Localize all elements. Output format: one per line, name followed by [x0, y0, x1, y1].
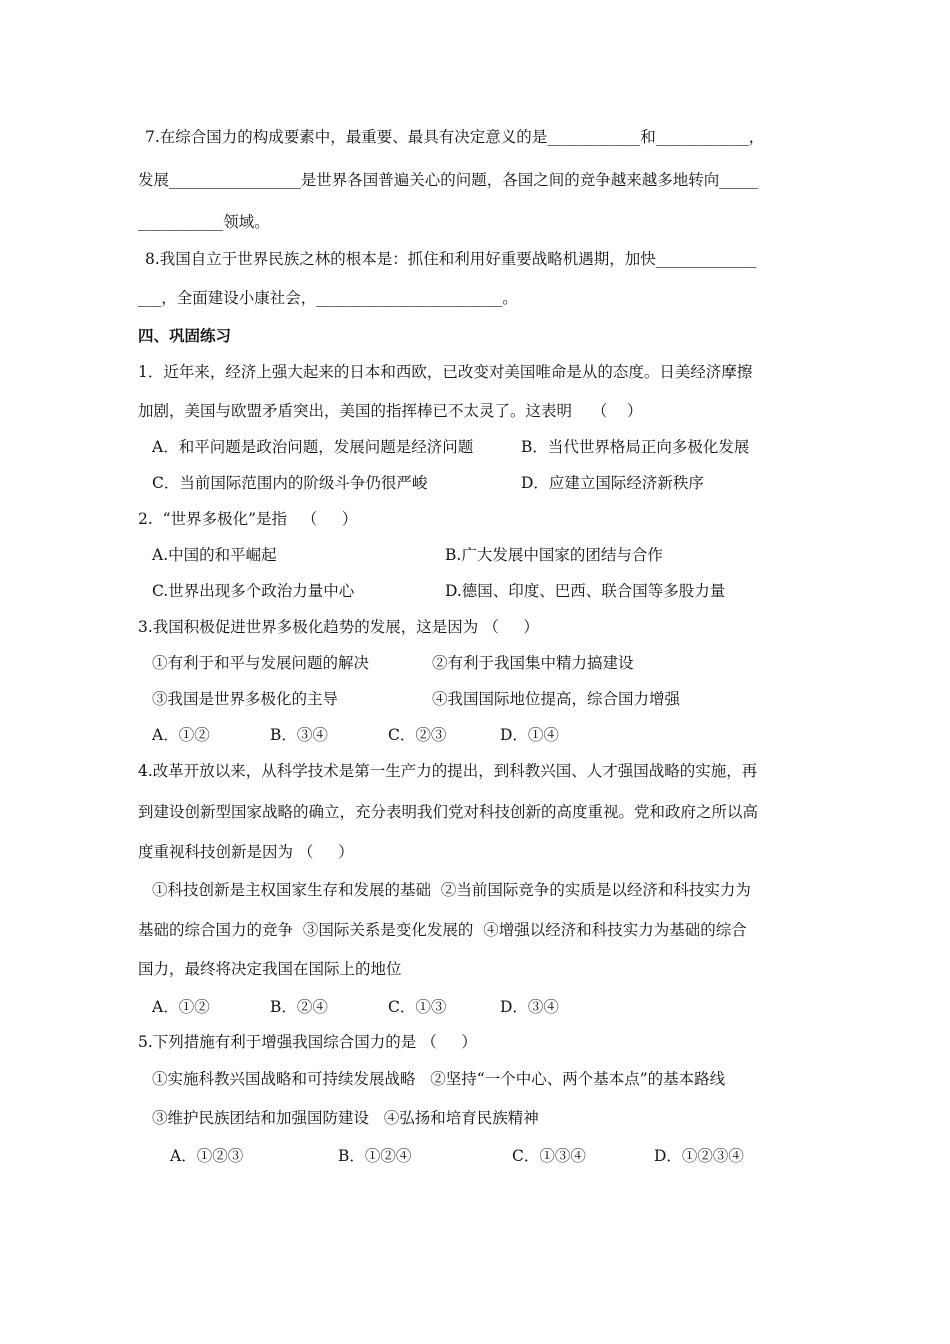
question-3-option-c: C．②③ — [388, 726, 447, 744]
question-5-statements-line-2: ③维护民族团结和加强国防建设 ④弘扬和培育民族精神 — [152, 1109, 539, 1127]
question-1-option-c: C．当前国际范围内的阶级斗争仍很严峻 — [152, 474, 428, 492]
question-5-option-a: A．①②③ — [170, 1147, 244, 1165]
question-3-statement-4: ④我国国际地位提高，综合国力增强 — [432, 690, 681, 708]
question-4-statements-line-3: 国力，最终将决定我国在国际上的地位 — [138, 960, 402, 978]
question-2-option-b: B.广大发展中国家的团结与合作 — [445, 546, 663, 564]
question-4-statements-line-1: ①科技创新是主权国家生存和发展的基础 ②当前国际竞争的实质是以经济和科技实力为 — [152, 881, 751, 899]
question-1-stem-line-2: 加剧，美国与欧盟矛盾突出，美国的指挥棒已不太灵了。这表明 （ ） — [138, 402, 643, 420]
question-1-option-b: B．当代世界格局正向多极化发展 — [521, 438, 750, 456]
question-5-statements-line-1: ①实施科教兴国战略和可持续发展战略 ②坚持“一个中心、两个基本点”的基本路线 — [152, 1070, 726, 1088]
question-2-option-a: A.中国的和平崛起 — [152, 546, 277, 564]
question-3-statement-1: ①有利于和平与发展问题的解决 — [152, 654, 370, 672]
question-4-statements-line-2: 基础的综合国力的竞争 ③国际关系是变化发展的 ④增强以经济和科技实力为基础的综合 — [138, 921, 747, 939]
question-4-option-c: C．①③ — [388, 998, 447, 1016]
question-3-option-d: D．①④ — [500, 726, 559, 744]
question-4-stem-line-2: 到建设创新型国家战略的确立，充分表明我们党对科技创新的高度重视。党和政府之所以高 — [138, 803, 759, 821]
question-4-option-a: A．①② — [152, 998, 210, 1016]
question-7-line-1: 7.在综合国力的构成要素中，最重要、最具有决定意义的是____________和____________， — [145, 128, 765, 146]
question-8-line-2: ___，全面建设小康社会，________________________。 — [138, 289, 518, 307]
question-4-stem-line-3: 度重视科技创新是因为 （ ） — [138, 843, 354, 861]
question-3-option-a: A．①② — [152, 726, 210, 744]
question-5-stem: 5.下列措施有利于增强我国综合国力的是 （ ） — [138, 1033, 477, 1051]
question-4-option-b: B．②④ — [270, 998, 328, 1016]
question-5-option-d: D．①②③④ — [654, 1147, 744, 1165]
question-1-option-a: A．和平问题是政治问题，发展问题是经济问题 — [152, 438, 474, 456]
question-3-statement-2: ②有利于我国集中精力搞建设 — [432, 654, 634, 672]
question-8-line-1: 8.我国自立于世界民族之林的根本是：抓住和利用好重要战略机遇期，加快_____________ — [145, 250, 757, 268]
question-2-option-d: D.德国、印度、巴西、联合国等多股力量 — [445, 582, 726, 600]
question-4-option-d: D．③④ — [500, 998, 559, 1016]
question-3-stem: 3.我国积极促进世界多极化趋势的发展，这是因为 （ ） — [138, 618, 539, 636]
question-1-stem-line-1: 1．近年来，经济上强大起来的日本和西欧，已改变对美国唯命是从的态度。日美经济摩擦 — [138, 363, 753, 381]
question-7-line-3: ___________领域。 — [138, 213, 270, 231]
question-3-option-b: B．③④ — [270, 726, 328, 744]
question-7-line-2: 发展_________________是世界各国普遍关心的问题，各国之间的竞争越来越多地转向_____ — [138, 171, 759, 189]
question-1-option-d: D．应建立国际经济新秩序 — [521, 474, 704, 492]
question-2-stem: 2. “世界多极化”是指 （ ） — [138, 510, 358, 528]
question-5-option-b: B．①②④ — [338, 1147, 412, 1165]
question-2-option-c: C.世界出现多个政治力量中心 — [152, 582, 355, 600]
question-5-option-c: C．①③④ — [512, 1147, 586, 1165]
question-4-stem-line-1: 4.改革开放以来，从科学技术是第一生产力的提出，到科教兴国、人才强国战略的实施，再 — [138, 762, 758, 780]
section-title: 四、巩固练习 — [138, 327, 232, 345]
question-3-statement-3: ③我国是世界多极化的主导 — [152, 690, 339, 708]
